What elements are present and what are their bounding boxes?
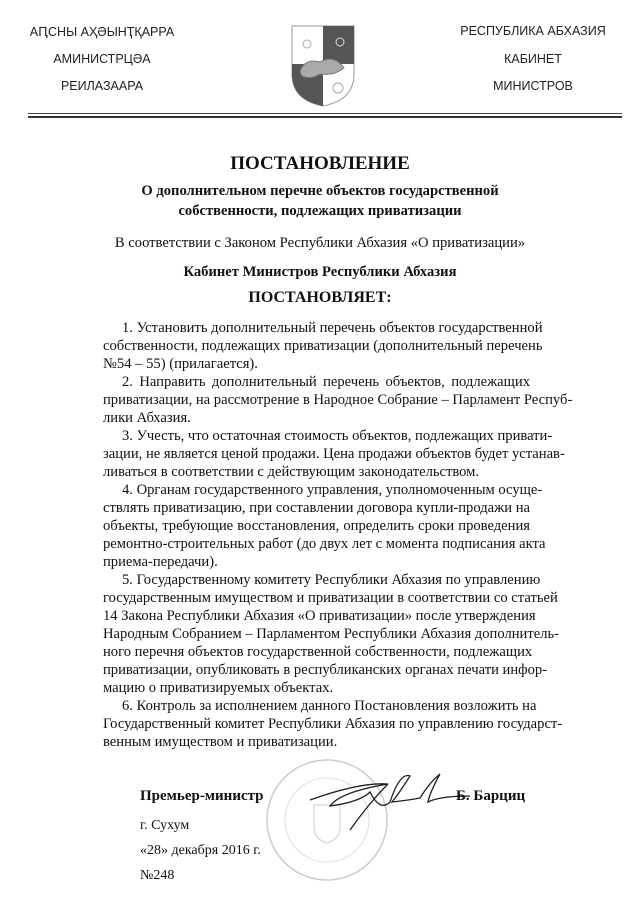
paragraph-line: ствлять приватизацию, при составлении договора купли-продажи на bbox=[103, 500, 530, 516]
paragraph-line: зации, не является ценой продажи. Цена продажи объектов будет устанав- bbox=[103, 446, 565, 462]
subtitle-line-2: собственности, подлежащих приватизации bbox=[178, 203, 462, 219]
signatory-position: Премьер-министр bbox=[140, 788, 264, 804]
document-date: «28» декабря 2016 г. bbox=[140, 843, 261, 858]
resolution-paragraph bbox=[103, 373, 573, 427]
paragraph-line: приватизации, опубликовать в республиканских органах печати инфор- bbox=[103, 662, 548, 678]
resolution-body bbox=[103, 319, 573, 751]
header-right-line-2: КАБИНЕТ bbox=[504, 52, 562, 66]
resolution-paragraph bbox=[103, 481, 546, 571]
header-left-line-1: АԤСНЫ АҲӘЫНҬҚАРРА bbox=[29, 25, 175, 39]
paragraph-line: 3. Учесть, что остаточная стоимость объектов, подлежащих привати- bbox=[122, 428, 553, 444]
document-number: №248 bbox=[140, 868, 175, 883]
preamble: В соответствии с Законом Республики Абхазия «О приватизации» bbox=[114, 235, 526, 251]
paragraph-line: государственным имуществом и приватизации в соответствии со статьей bbox=[103, 590, 558, 606]
paragraph-line: объекты, требующие восстановления, определить сроки проведения bbox=[103, 518, 530, 534]
paragraph-line: Государственный комитет Республики Абхазия по управлению государст- bbox=[103, 716, 563, 732]
document-title: ПОСТАНОВЛЕНИЕ bbox=[230, 153, 410, 174]
resolution-paragraph bbox=[103, 697, 563, 751]
paragraph-line: приватизации, на рассмотрение в Народное Собрание – Парламент Респуб- bbox=[103, 392, 573, 408]
paragraph-line: ного перечня объектов государственной собственности, подлежащих bbox=[103, 644, 533, 660]
header-left-line-3: РЕИЛАЗААРА bbox=[60, 79, 144, 93]
paragraph-line: венным имуществом и приватизации. bbox=[103, 734, 338, 750]
paragraph-line: 1. Установить дополнительный перечень объектов государственной bbox=[122, 320, 543, 336]
paragraph-line: 5. Государственному комитету Республики Абхазия по управлению bbox=[122, 572, 541, 588]
paragraph-line: 4. Органам государственного управления, уполномоченным осуще- bbox=[122, 482, 543, 498]
paragraph-line: 14 Закона Республики Абхазия «О приватизации» после утверждения bbox=[103, 608, 536, 624]
paragraph-line: №54 – 55) (прилагается). bbox=[103, 356, 258, 372]
paragraph-line: ливаться в соответствии с действующим законодательством. bbox=[103, 464, 480, 480]
city: г. Сухум bbox=[140, 818, 190, 833]
resolves-heading: ПОСТАНОВЛЯЕТ: bbox=[248, 289, 392, 306]
paragraph-line: ремонтно-строительных работ (до двух лет с момента подписания акта bbox=[103, 536, 546, 552]
paragraph-line: мацию о приватизируемых объектах. bbox=[103, 680, 334, 696]
header-right-line-1: РЕСПУБЛИКА АБХАЗИЯ bbox=[460, 24, 606, 38]
resolution-paragraph bbox=[103, 571, 559, 697]
header-rule-bottom bbox=[28, 116, 622, 118]
subtitle-line-1: О дополнительном перечне объектов государственной bbox=[141, 183, 499, 199]
header-right-line-3: МИНИСТРОВ bbox=[493, 79, 573, 93]
issuer: Кабинет Министров Республики Абхазия bbox=[183, 264, 457, 280]
resolution-paragraph bbox=[103, 427, 565, 481]
header-left-line-2: АМИНИСТРЦӘА bbox=[53, 52, 151, 66]
paragraph-line: 6. Контроль за исполнением данного Постановления возложить на bbox=[122, 698, 537, 714]
paragraph-line: 2. Направить дополнительный перечень объектов, подлежащих bbox=[122, 374, 530, 390]
coat-of-arms-emblem bbox=[290, 24, 356, 108]
signatory-name: Б. Барциц bbox=[456, 788, 526, 804]
paragraph-line: приема-передачи). bbox=[103, 554, 218, 570]
handwritten-signature bbox=[300, 762, 480, 832]
header-rule-top bbox=[28, 113, 622, 114]
paragraph-line: собственности, подлежащих приватизации (дополнительный перечень bbox=[103, 338, 543, 354]
paragraph-line: лики Абхазия. bbox=[103, 410, 191, 426]
paragraph-line: Народным Собранием – Парламентом Республики Абхазия дополнитель- bbox=[103, 626, 559, 642]
resolution-paragraph bbox=[103, 319, 543, 373]
